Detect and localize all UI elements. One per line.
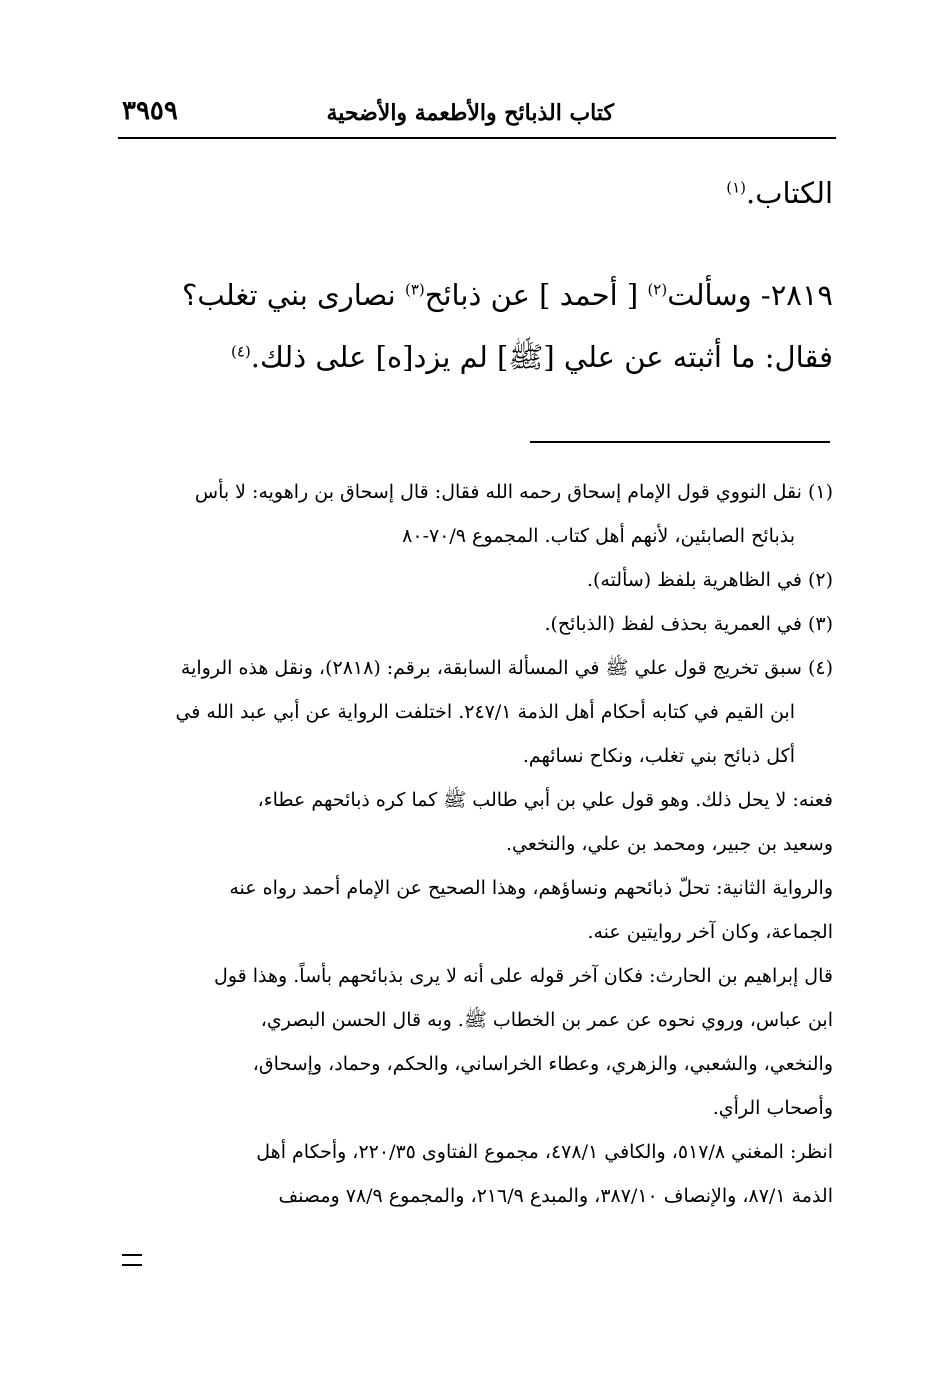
para-4-line-1: انظر: المغني ٥١٧/٨، والكافي ٤٧٨/١، مجموع الفتاوى ٢٢٠/٣٥، وأحكام أهل <box>256 1141 833 1163</box>
continuation-mark <box>122 1254 142 1266</box>
para-3-line-4: وأصحاب الرأي. <box>712 1097 833 1119</box>
question-part-3: نصارى بني تغلب؟ <box>182 278 405 312</box>
para-2-line-2: الجماعة، وكان آخر روايتين عنه. <box>587 921 833 943</box>
header-rule <box>118 137 836 139</box>
footnote-ref-1: (١) <box>726 178 746 197</box>
footnote-1-line-2: بذبائح الصابئين، لأنهم أهل كتاب. المجموع ٧٠/٩-٨٠ <box>402 525 795 547</box>
page-header <box>118 96 834 136</box>
footnote-4-para-1 <box>117 778 833 866</box>
para-3-line-1: قال إبراهيم بن الحارث: فكان آخر قوله على أنه لا يرى بذبائحهم بأساً. وهذا قول <box>214 965 833 987</box>
footnote-4-para-3 <box>117 954 833 1130</box>
footnote-4 <box>117 646 833 778</box>
footnote-ref-2: (٢) <box>647 280 668 299</box>
footnote-4-para-4 <box>117 1130 833 1218</box>
footnote-4-line-2: ابن القيم في كتابه أحكام أهل الذمة ٢٤٧/١. اختلفت الرواية عن أبي عبد الله في <box>175 701 795 723</box>
footnote-4-para-2 <box>117 866 833 954</box>
footnote-4-line-1: (٤) سبق تخريج قول علي ﷺ في المسألة السابقة، برقم: (٢٨١٨)، ونقل هذه الرواية <box>180 657 833 679</box>
running-title: كتاب الذبائح والأطعمة والأضحية <box>326 100 614 126</box>
para-2-line-1: والرواية الثانية: تحلّ ذبائحهم ونساؤهم، وهذا الصحيح عن الإمام أحمد رواه عنه <box>229 877 833 899</box>
footnote-ref-3: (٣) <box>404 280 425 299</box>
footnote-4-line-3: أكل ذبائح بني تغلب، ونكاح نسائهم. <box>522 745 795 767</box>
para-1-line-2: وسعيد بن جبير، ومحمد بن علي، والنخعي. <box>506 833 833 855</box>
question-line <box>182 278 833 312</box>
question-part-2: [ أحمد ] عن ذبائح <box>424 278 648 312</box>
footnote-2: (٢) في الظاهرية بلفظ (سألته). <box>586 569 833 591</box>
page-number: ٣٩٥٩ <box>122 96 178 126</box>
question-number: ٢٨١٩- وسألت <box>667 278 833 312</box>
para-3-line-2: ابن عباس، وروي نحوه عن عمر بن الخطاب ﷺ. وبه قال الحسن البصري، <box>260 1009 833 1031</box>
main-line-1-text: الكتاب. <box>745 176 833 210</box>
footnote-separator <box>530 441 830 443</box>
answer-text: فقال: ما أثبته عن علي [ﷺ] لم يزد[ه] على ذلك. <box>250 340 833 374</box>
para-4-line-2: الذمة ٨٧/١، والإنصاف ٣٨٧/١٠، والمبدع ٢١٦/٩، والمجموع ٧٨/٩ ومصنف <box>278 1185 833 1207</box>
main-line-1 <box>726 176 833 210</box>
footnote-3: (٣) في العمرية بحذف لفظ (الذبائح). <box>544 613 833 635</box>
answer-line <box>231 340 833 382</box>
footnotes <box>117 470 833 1218</box>
para-3-line-3: والنخعي، والشعبي، والزهري، وعطاء الخراساني، والحكم، وحماد، وإسحاق، <box>252 1053 833 1075</box>
footnote-1-line-1: (١) نقل النووي قول الإمام إسحاق رحمه الله فقال: قال إسحاق بن راهويه: لا بأس <box>194 481 833 503</box>
para-1-line-1: فعنه: لا يحل ذلك. وهو قول علي بن أبي طالب ﷺ كما كره ذبائحهم عطاء، <box>257 789 833 811</box>
footnote-1 <box>117 470 833 558</box>
footnote-ref-4: (٤) <box>230 342 251 361</box>
